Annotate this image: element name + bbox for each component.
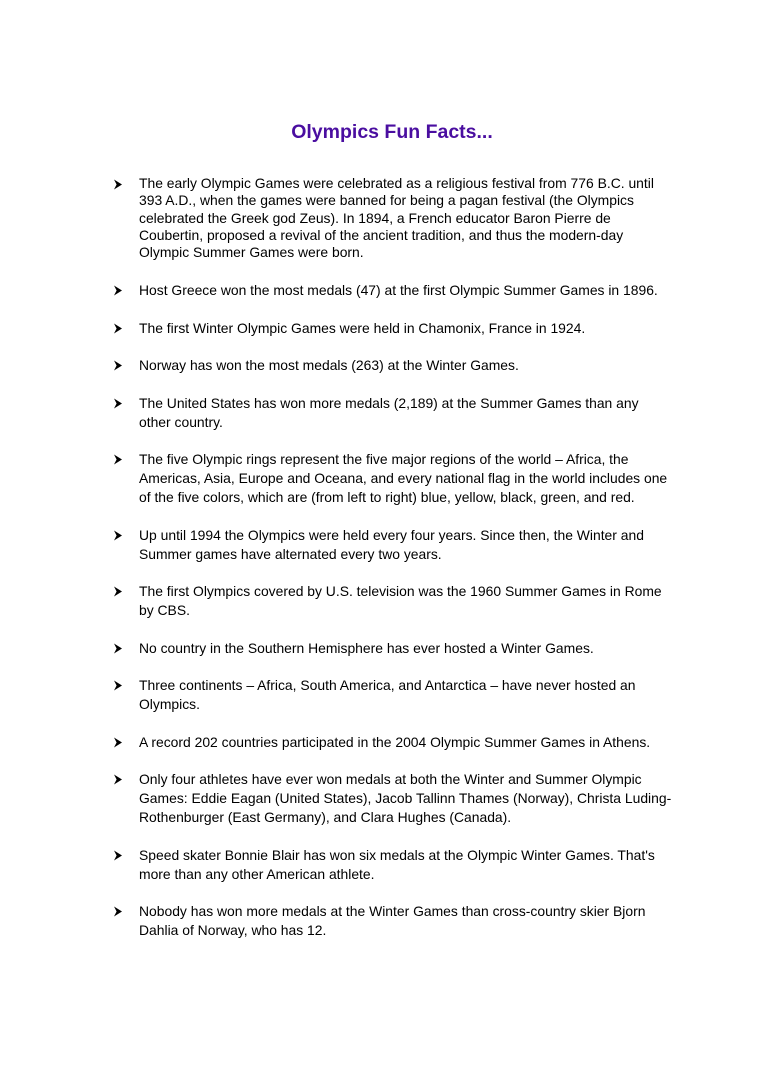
- list-item: [113, 281, 673, 300]
- list-item: [113, 450, 673, 507]
- list-item: [113, 676, 673, 714]
- list-item: [113, 356, 673, 375]
- fact-text: Speed skater Bonnie Blair has won six medals at the Olympic Winter Games. That's more than any other American athlete.: [139, 846, 655, 882]
- fact-text: Up until 1994 the Olympics were held every four years. Since then, the Winter and Summer games have alternated every two years.: [139, 526, 644, 562]
- fact-text: The five Olympic rings represent the five major regions of the world – Africa, the Americas, Asia, Europe and Oceana, and every national flag in the world includes one of the five colors, which are (from left to right) blue, yellow, black, green, and red.: [139, 451, 668, 506]
- fact-text: Three continents – Africa, South America, and Antarctica – have never hosted an Olympics.: [139, 677, 636, 713]
- arrowhead-bullet-icon: [113, 394, 125, 413]
- fact-text: The United States has won more medals (2,189) at the Summer Games than any other country.: [139, 394, 639, 430]
- list-item: [113, 175, 673, 261]
- fact-text: The early Olympic Games were celebrated as a religious festival from 776 B.C. until 393 A.D., when the games were banned for being a pagan festival (the Olympics celebrated the Greek god Zeus). In 1894, a French educator Baron Pierre de Coubertin, proposed a revival of the ancient tradition, and thus the modern-day Olympic Summer Games were born.: [139, 175, 654, 261]
- arrowhead-bullet-icon: [113, 639, 125, 658]
- list-item: [113, 526, 673, 564]
- arrowhead-bullet-icon: [113, 450, 125, 469]
- list-item: [113, 394, 673, 432]
- arrowhead-bullet-icon: [113, 526, 125, 545]
- list-item: [113, 770, 673, 827]
- fact-text: Only four athletes have ever won medals at both the Winter and Summer Olympic Games: Eddie Eagan (United States), Jacob Tallinn Thames (Norway), Christa Luding-Rothenburger (East Germany), and Clara Hughes (Canada).: [139, 771, 672, 826]
- arrowhead-bullet-icon: [113, 770, 125, 789]
- list-item: [113, 902, 673, 940]
- fact-text: Norway has won the most medals (263) at the Winter Games.: [139, 357, 519, 374]
- fact-text: Nobody has won more medals at the Winter Games than cross-country skier Bjorn Dahlia of Norway, who has 12.: [139, 903, 646, 939]
- arrowhead-bullet-icon: [113, 319, 125, 338]
- list-item: [113, 733, 673, 752]
- arrowhead-bullet-icon: [113, 582, 125, 601]
- fact-text: No country in the Southern Hemisphere has ever hosted a Winter Games.: [139, 639, 594, 656]
- fact-text: The first Olympics covered by U.S. television was the 1960 Summer Games in Rome by CBS.: [139, 583, 662, 619]
- arrowhead-bullet-icon: [113, 356, 125, 375]
- list-item: [113, 846, 673, 884]
- list-item: [113, 582, 673, 620]
- arrowhead-bullet-icon: [113, 902, 125, 921]
- arrowhead-bullet-icon: [113, 733, 125, 752]
- facts-list: [113, 175, 673, 959]
- fact-text: A record 202 countries participated in the 2004 Olympic Summer Games in Athens.: [139, 733, 651, 750]
- arrowhead-bullet-icon: [113, 846, 125, 865]
- list-item: [113, 319, 673, 338]
- fact-text: The first Winter Olympic Games were held in Chamonix, France in 1924.: [139, 319, 586, 336]
- arrowhead-bullet-icon: [113, 281, 125, 300]
- arrowhead-bullet-icon: [113, 175, 125, 194]
- fact-text: Host Greece won the most medals (47) at the first Olympic Summer Games in 1896.: [139, 282, 658, 299]
- list-item: [113, 639, 673, 658]
- page-title: Olympics Fun Facts...: [291, 121, 493, 143]
- arrowhead-bullet-icon: [113, 676, 125, 695]
